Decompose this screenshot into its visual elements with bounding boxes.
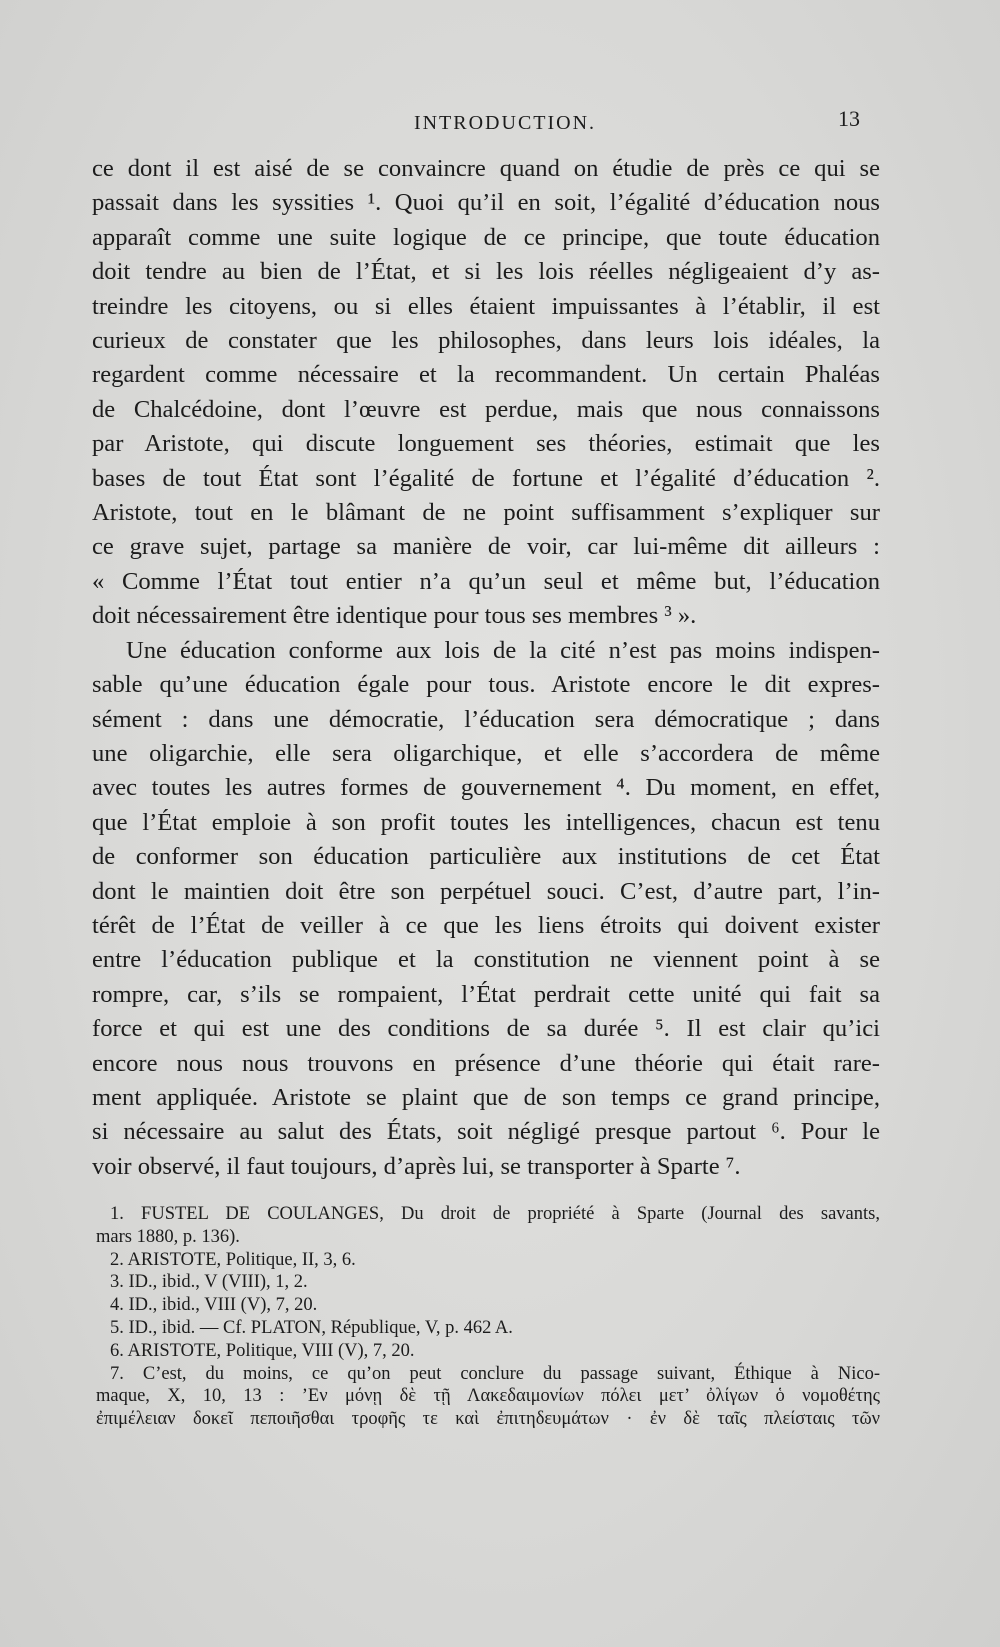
text-line: regardent comme nécessaire et la recommandent. Un certain Phaléas bbox=[92, 361, 880, 389]
text-line: sable qu’une éducation égale pour tous. Aristote encore le dit expres- bbox=[92, 671, 880, 699]
footnote-3: 3. ID., ibid., V (VIII), 1, 2. bbox=[110, 1272, 308, 1293]
text-line: force et qui est une des conditions de sa durée ⁵. Il est clair qu’ici bbox=[92, 1015, 880, 1043]
running-head bbox=[100, 106, 870, 142]
text-line: rompre, car, s’ils se rompaient, l’État perdrait cette unité qui fait sa bbox=[92, 980, 880, 1008]
text-line: térêt de l’État de veiller à ce que les liens étroits qui doivent exister bbox=[92, 911, 880, 939]
text-line: « Comme l’État tout entier n’a qu’un seul et même but, l’éducation bbox=[92, 567, 880, 595]
text-line: Aristote, tout en le blâmant de ne point suffisamment s’expliquer sur bbox=[92, 499, 880, 527]
text-line: apparaît comme une suite logique de ce principe, que toute éducation bbox=[92, 223, 880, 251]
text-line: doit tendre au bien de l’État, et si les lois réelles négligeaient d’y as- bbox=[92, 258, 880, 286]
footnote-7-continued: ἐπιμέλειαν δοκεῖ πεποιῆσθαι τροφῆς τε καὶ ἐπιτηδευμάτων · ἐν δὲ ταῖς πλείσταις τῶν bbox=[96, 1409, 880, 1430]
footnote-4: 4. ID., ibid., VIII (V), 7, 20. bbox=[110, 1295, 318, 1316]
text-line: doit nécessairement être identique pour tous ses membres ³ ». bbox=[92, 602, 697, 630]
text-line: ce grave sujet, partage sa manière de voir, car lui-même dit ailleurs : bbox=[92, 533, 880, 561]
text-line: par Aristote, qui discute longuement ses théories, estimait que les bbox=[92, 430, 880, 458]
page-number: 13 bbox=[838, 106, 860, 131]
text-line: ment appliquée. Aristote se plaint que de son temps ce grand principe, bbox=[92, 1083, 880, 1111]
running-title: INTRODUCTION. bbox=[413, 112, 597, 134]
text-line: une oligarchie, elle sera oligarchique, et elle s’accordera de même bbox=[92, 739, 880, 767]
footnote-2: 2. ARISTOTE, Politique, II, 3, 6. bbox=[110, 1249, 356, 1270]
footnotes bbox=[96, 1203, 880, 1431]
text-line: ce dont il est aisé de se convaincre quand on étudie de près ce qui se bbox=[92, 155, 880, 182]
text-line: dont le maintien doit être son perpétuel souci. C’est, d’autre part, l’in- bbox=[92, 877, 880, 905]
text-line: treindre les citoyens, ou si elles étaient impuissantes à l’établir, il est bbox=[92, 292, 880, 320]
text-line: passait dans les syssities ¹. Quoi qu’il en soit, l’égalité d’éducation nous bbox=[92, 189, 880, 217]
footnote-7-continued: maque, X, 10, 13 : ’Εν μόνῃ δὲ τῇ Λακεδαιμονίων πόλει μετ’ ὀλίγων ὁ νομοθέτης bbox=[96, 1386, 880, 1407]
text-line: encore nous nous trouvons en présence d’une théorie qui était rare- bbox=[92, 1049, 880, 1077]
text-line: que l’État emploie à son profit toutes les intelligences, chacun est tenu bbox=[92, 808, 880, 836]
text-line: de Chalcédoine, dont l’œuvre est perdue, mais que nous connaissons bbox=[92, 395, 880, 423]
footnote-1: 1. FUSTEL DE COULANGES, Du droit de propriété à Sparte (Journal des savants, bbox=[110, 1204, 880, 1224]
text-line: curieux de constater que les philosophes, dans leurs lois idéales, la bbox=[92, 327, 880, 355]
footnote-1-continued: mars 1880, p. 136). bbox=[96, 1226, 240, 1247]
text-line: si nécessaire au salut des États, soit négligé presque partout ⁶. Pour le bbox=[92, 1118, 880, 1146]
text-line: entre l’éducation publique et la constitution ne viennent point à se bbox=[92, 946, 880, 974]
text-line: Une éducation conforme aux lois de la cité n’est pas moins indispen- bbox=[126, 636, 880, 664]
body-text bbox=[92, 152, 880, 1184]
text-line: de conformer son éducation particulière aux institutions de cet État bbox=[92, 843, 880, 871]
text-line: bases de tout État sont l’égalité de fortune et l’égalité d’éducation ². bbox=[92, 464, 880, 492]
text-line: voir observé, il faut toujours, d’après lui, se transporter à Sparte ⁷. bbox=[92, 1152, 741, 1180]
footnote-7: 7. C’est, du moins, ce qu’on peut conclure du passage suivant, Éthique à Nico- bbox=[110, 1363, 880, 1384]
footnote-5: 5. ID., ibid. — Cf. PLATON, République, V, p. 462 A. bbox=[110, 1317, 513, 1338]
text-line: sément : dans une démocratie, l’éducation sera démocratique ; dans bbox=[92, 705, 880, 733]
footnote-6: 6. ARISTOTE, Politique, VIII (V), 7, 20. bbox=[110, 1340, 415, 1361]
text-line: avec toutes les autres formes de gouvernement ⁴. Du moment, en effet, bbox=[92, 774, 880, 802]
